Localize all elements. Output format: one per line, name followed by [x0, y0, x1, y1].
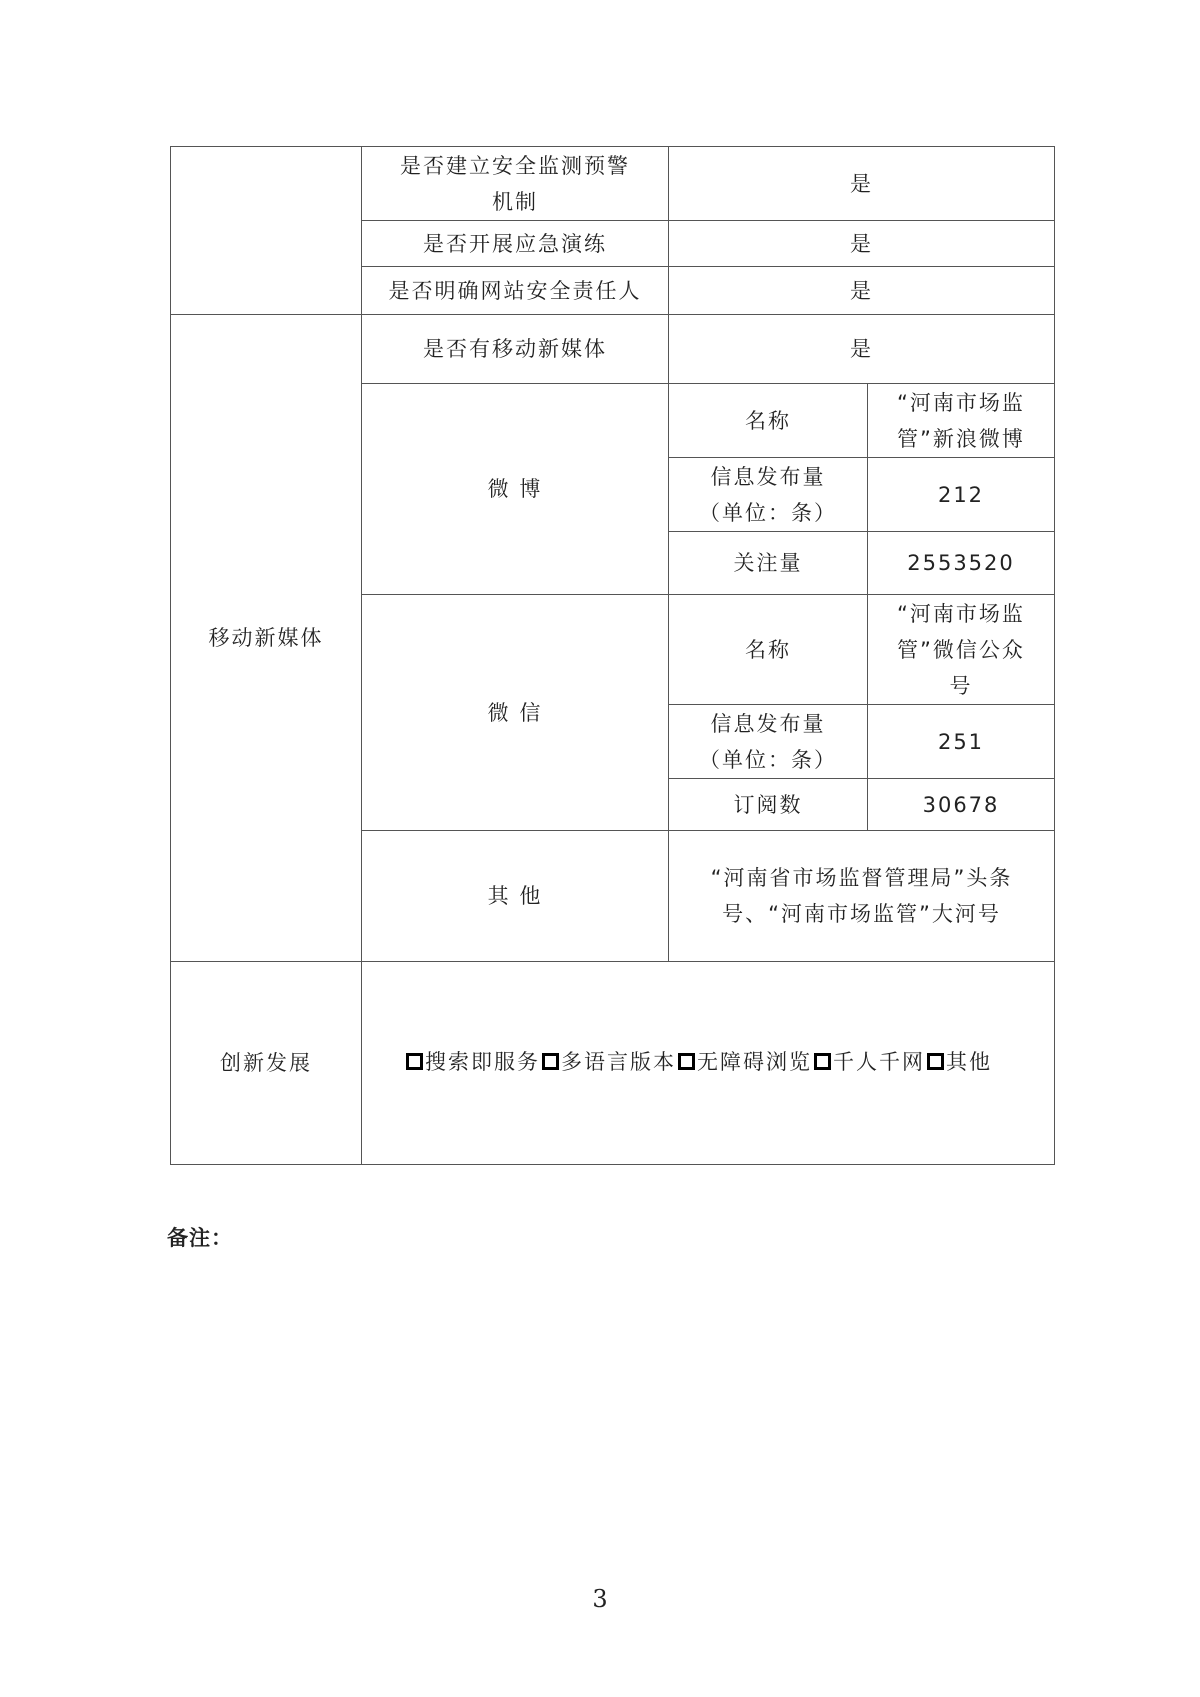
- has-mobile-media-value: 是: [669, 315, 1055, 384]
- mobile-media-section-title: 移动新媒体: [171, 315, 362, 962]
- security-owner-value: 是: [669, 267, 1055, 315]
- option-label: 无障碍浏览: [697, 1049, 812, 1074]
- wechat-posts-label: 信息发布量 （单位：条）: [669, 705, 868, 779]
- wechat-name-label: 名称: [669, 595, 868, 705]
- option-label: 搜索即服务: [425, 1049, 540, 1074]
- wechat-subscribers-label: 订阅数: [669, 779, 868, 831]
- table-row: [171, 315, 1055, 384]
- has-mobile-media-label: 是否有移动新媒体: [362, 315, 669, 384]
- table-row: [171, 962, 1055, 1165]
- security-owner-label: 是否明确网站安全责任人: [362, 267, 669, 315]
- weibo-followers-label: 关注量: [669, 532, 868, 595]
- option-label: 千人千网: [833, 1049, 925, 1074]
- remark-label: 备注：: [167, 1226, 233, 1250]
- innovation-title: 创新发展: [171, 962, 362, 1165]
- innovation-options: [362, 962, 1055, 1165]
- emergency-drill-value: 是: [669, 221, 1055, 267]
- security-monitoring-value: 是: [669, 147, 1055, 221]
- checkbox-personalized[interactable]: [814, 1053, 831, 1070]
- wechat-title: 微 信: [362, 595, 669, 831]
- page-number: 3: [592, 1585, 608, 1613]
- other-value: “河南省市场监督管理局”头条 号、“河南市场监管”大河号: [669, 831, 1055, 962]
- weibo-posts-label: 信息发布量 （单位：条）: [669, 458, 868, 532]
- emergency-drill-label: 是否开展应急演练: [362, 221, 669, 267]
- weibo-followers-value: 2553520: [868, 532, 1055, 595]
- checkbox-multilingual[interactable]: [542, 1053, 559, 1070]
- wechat-name-value: “河南市场监 管”微信公众 号: [868, 595, 1055, 705]
- weibo-posts-value: 212: [868, 458, 1055, 532]
- option-label: 多语言版本: [561, 1049, 676, 1074]
- checkbox-other[interactable]: [927, 1053, 944, 1070]
- wechat-subscribers-value: 30678: [868, 779, 1055, 831]
- table-row: [171, 147, 1055, 221]
- weibo-title: 微 博: [362, 384, 669, 595]
- report-table: [170, 146, 1055, 1165]
- other-title: 其 他: [362, 831, 669, 962]
- weibo-name-label: 名称: [669, 384, 868, 458]
- wechat-posts-value: 251: [868, 705, 1055, 779]
- weibo-name-value: “河南市场监 管”新浪微博: [868, 384, 1055, 458]
- security-category-cell: [171, 147, 362, 315]
- option-label: 其他: [946, 1049, 992, 1074]
- checkbox-search-service[interactable]: [406, 1053, 423, 1070]
- checkbox-accessibility[interactable]: [678, 1053, 695, 1070]
- security-monitoring-label: 是否建立安全监测预警 机制: [362, 147, 669, 221]
